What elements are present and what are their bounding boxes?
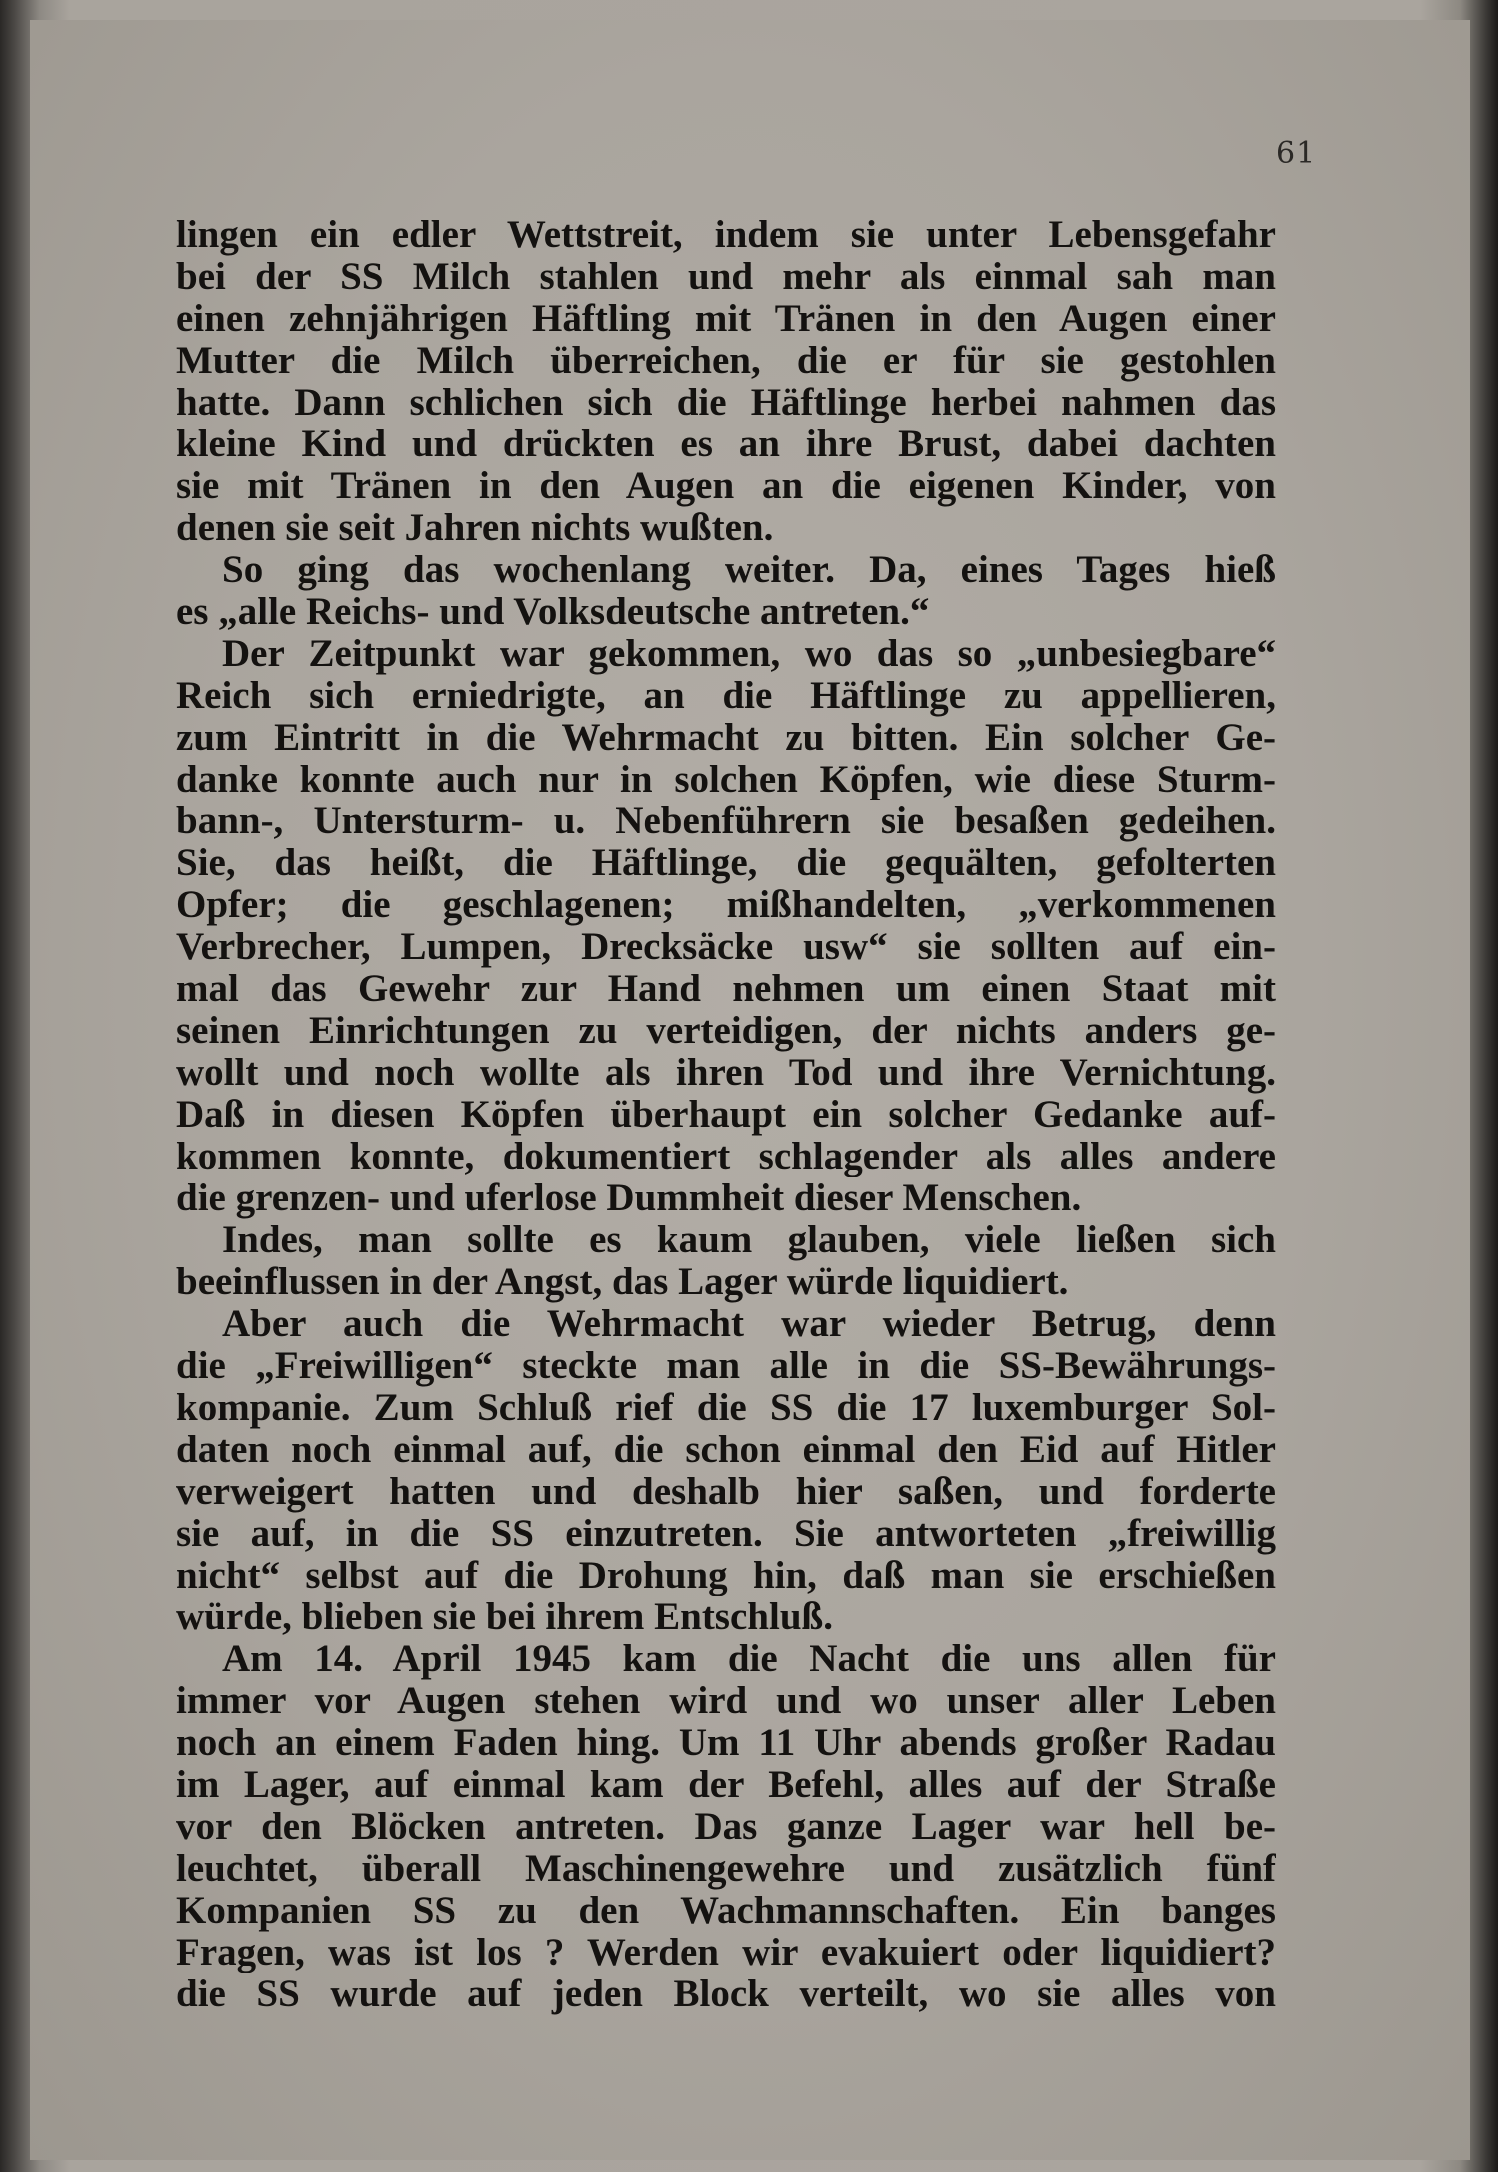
text-line: beeinflussen in der Angst, das Lager würde liquidiert. xyxy=(176,1261,1069,1304)
text-line: denen sie seit Jahren nichts wußten. xyxy=(176,507,774,550)
text-line: Der Zeitpunkt war gekommen, wo das so „unbesiegbare“ xyxy=(222,632,1276,675)
text-line: würde, blieben sie bei ihrem Entschluß. xyxy=(176,1596,833,1639)
text-line: einen zehnjährigen Häftling mit Tränen in den Augen einer xyxy=(176,297,1276,340)
page-number: 61 xyxy=(1276,136,1317,171)
text-line: es „alle Reichs- und Volksdeutsche antreten.“ xyxy=(176,591,930,633)
text-line: seinen Einrichtungen zu verteidigen, der nichts anders ge- xyxy=(176,1009,1276,1052)
text-line: Daß in diesen Köpfen überhaupt ein solcher Gedanke auf- xyxy=(176,1093,1276,1136)
text-line: die SS wurde auf jeden Block verteilt, wo sie alles von xyxy=(176,1973,1276,2016)
text-line: immer vor Augen stehen wird und wo unser aller Leben xyxy=(176,1680,1276,1723)
text-line: vor den Blöcken antreten. Das ganze Lager war hell be- xyxy=(176,1805,1276,1848)
text-line: Aber auch die Wehrmacht war wieder Betrug, denn xyxy=(222,1303,1276,1346)
text-line: kompanie. Zum Schluß rief die SS die 17 luxemburger Sol- xyxy=(176,1386,1276,1429)
text-line: wollt und noch wollte als ihren Tod und ihre Vernichtung. xyxy=(176,1051,1276,1094)
text-line: danke konnte auch nur in solchen Köpfen, wie diese Sturm- xyxy=(176,758,1276,801)
text-line: leuchtet, überall Maschinengewehre und zusätzlich fünf xyxy=(176,1847,1276,1890)
text-line: bei der SS Milch stahlen und mehr als einmal sah man xyxy=(176,255,1276,298)
text-line: Sie, das heißt, die Häftlinge, die gequälten, gefolterten xyxy=(176,842,1276,885)
text-line: lingen ein edler Wettstreit, indem sie unter Lebensgefahr xyxy=(176,214,1276,256)
text-line: Kompanien SS zu den Wachmannschaften. Ein banges xyxy=(176,1889,1276,1932)
text-line: mal das Gewehr zur Hand nehmen um einen Staat mit xyxy=(176,968,1276,1010)
text-line: noch an einem Faden hing. Um 11 Uhr abends großer Radau xyxy=(176,1722,1276,1764)
text-line: sie auf, in die SS einzutreten. Sie antworteten „freiwillig xyxy=(176,1512,1276,1555)
text-line: Fragen, was ist los ? Werden wir evakuiert oder liquidiert? xyxy=(176,1931,1276,1974)
text-line: verweigert hatten und deshalb hier saßen, und forderte xyxy=(176,1470,1276,1513)
text-line: nicht“ selbst auf die Drohung hin, daß man sie erschießen xyxy=(176,1554,1276,1597)
text-line: die grenzen- und uferlose Dummheit dieser Menschen. xyxy=(176,1177,1082,1220)
text-line: kleine Kind und drückten es an ihre Brust, dabei dachten xyxy=(176,423,1276,466)
text-line: Indes, man sollte es kaum glauben, viele ließen sich xyxy=(222,1219,1276,1262)
text-line: kommen konnte, dokumentiert schlagender als alles andere xyxy=(176,1135,1276,1178)
text-line: Verbrecher, Lumpen, Drecksäcke usw“ sie sollten auf ein- xyxy=(176,926,1276,969)
text-line: Am 14. April 1945 kam die Nacht die uns allen für xyxy=(222,1638,1276,1681)
text-line: bann-, Untersturm- u. Nebenführern sie besaßen gedeihen. xyxy=(176,800,1276,843)
text-line: zum Eintritt in die Wehrmacht zu bitten. Ein solcher Ge- xyxy=(176,716,1276,759)
text-line: So ging das wochenlang weiter. Da, eines Tages hieß xyxy=(222,549,1276,592)
text-line: Opfer; die geschlagenen; mißhandelten, „verkommenen xyxy=(176,884,1276,927)
text-line: die „Freiwilligen“ steckte man alle in die SS-Bewährungs- xyxy=(176,1345,1276,1387)
text-line: im Lager, auf einmal kam der Befehl, alles auf der Straße xyxy=(176,1763,1276,1806)
body-text xyxy=(176,214,1276,2015)
text-line: sie mit Tränen in den Augen an die eigenen Kinder, von xyxy=(176,465,1276,508)
text-line: Mutter die Milch überreichen, die er für sie gestohlen xyxy=(176,339,1276,382)
text-line: hatte. Dann schlichen sich die Häftlinge herbei nahmen das xyxy=(176,381,1276,424)
text-line: daten noch einmal auf, die schon einmal den Eid auf Hitler xyxy=(176,1428,1276,1471)
text-line: Reich sich erniedrigte, an die Häftlinge zu appellieren, xyxy=(176,674,1276,717)
